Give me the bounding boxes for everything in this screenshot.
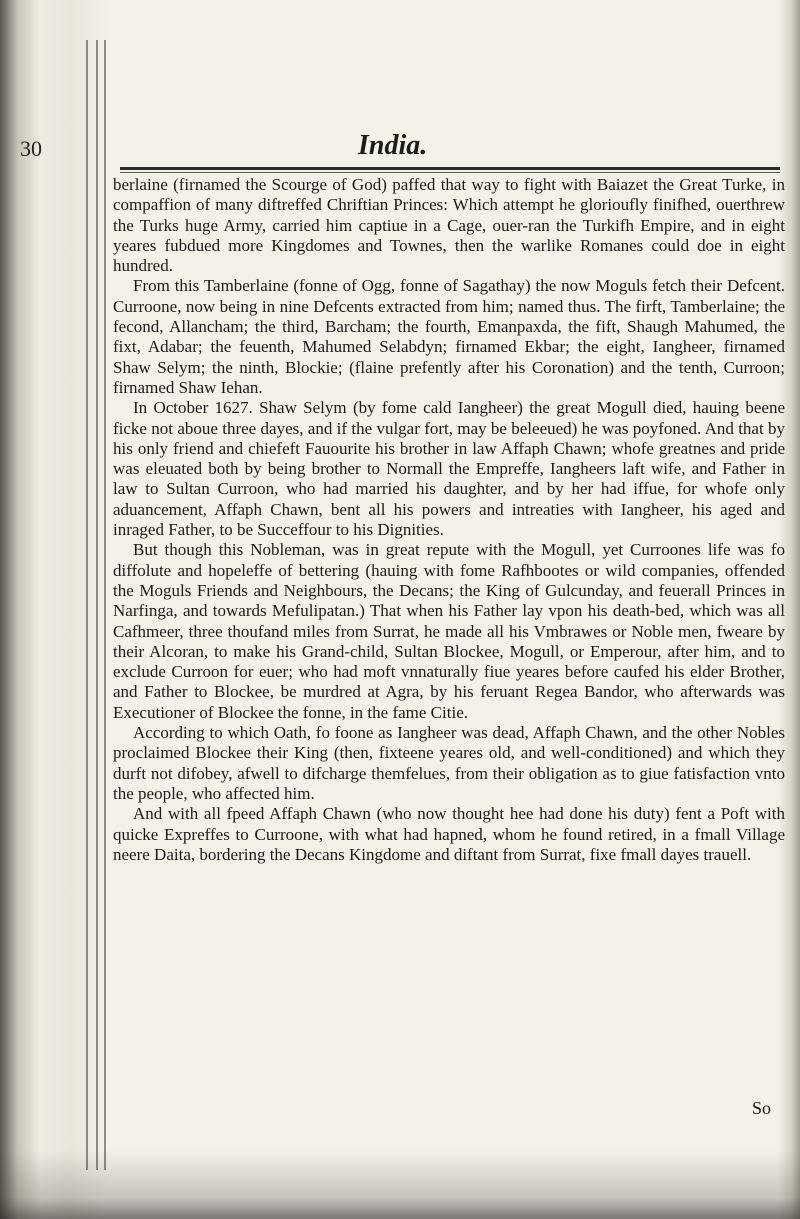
paragraph: And with all fpeed Affaph Chawn (who now thought hee had done his duty) fent a Poft with quicke Expreffes to Curroone, with what had hapned, whom he found retired, in a fmall Village neere Daita, bordering the Decans Kingdome and diftant from Surrat, fixe fmall dayes trauell. — [113, 804, 785, 864]
header-rule-thin — [120, 172, 780, 173]
paragraph: According to which Oath, fo foone as Iangheer was dead, Affaph Chawn, and the other Nobles proclaimed Blockee their King (then, fixteene yeares old, and well-conditioned) and which they durft not difobey, afwell to difcharge themfelues, from their obligation as to giue fatisfaction vnto the people, who affected him. — [113, 723, 785, 803]
paragraph: berlaine (firnamed the Scourge of God) paffed that way to fight with Baiazet the Great Turke, in compaffion of many diftreffed Chriftian Princes: Which attempt he glorioufly finifhed, ouerthrew the Turks huge Army, carried him captiue in a Cage, ouer-ran the Turkifh Empire, and in eight yeares fubdued more Kingdomes and Townes, then the warlike Romanes could doe in eight hundred. — [113, 175, 785, 276]
paragraph: But though this Nobleman, was in great repute with the Mogull, yet Curroones life was fo diffolute and hopeleffe of bettering (hauing with fome Rafhbootes or wild companies, offended the Moguls Friends and Neighbours, the Decans; the King of Gulcunday, and feuerall Princes in Narfinga, and towards Mefulipatan.) That when his Father lay vpon his death-bed, which was all Cafhmeer, three thoufand miles from Surrat, he made all his Vmbrawes or Noble men, fweare by their Alcoran, to make his Grand-child, Sultan Blockee, Mogull, or Emperour, after him, and to exclude Curroon for euer; who had moft vnnaturally fiue yeares before caufed his elder Brother, and Father to Blockee, be murdred at Agra, by his feruant Regea Bandor, who afterwards was Executioner of Blockee the fonne, in the fame Citie. — [113, 540, 785, 722]
running-title: India. — [358, 130, 428, 161]
paragraph: From this Tamberlaine (fonne of Ogg, fonne of Sagathay) the now Moguls fetch their Defcent. Curroone, now being in nine Defcents extracted from him; named thus. The firft, Tamberlaine; the fecond, Allancham; the third, Barcham; the fourth, Emanpaxda, the fift, Shaugh Mahumed, the fixt, Adabar; the feuenth, Mahumed Selabdyn; firnamed Ekbar; the eight, Iangheer, firnamed Shaw Selym; the ninth, Blockie; (flaine prefently after his Coronation) and the tenth, Curroon; firnamed Shaw Iehan. — [113, 276, 785, 397]
page-header — [20, 130, 780, 170]
catchword: So — [752, 1098, 772, 1118]
paragraph: In October 1627. Shaw Selym (by fome cald Iangheer) the great Mogull died, hauing beene ficke not aboue three dayes, and if the vulgar fort, may be beleeued) he was poyfoned. And that by his only friend and chiefeft Fauourite his brother in law Affaph Chawn; whofe greatnes and pride was eleuated both by being brother to Normall the Empreffe, Iangheers laft wife, and Father in law to Sultan Curroon, who had married his daughter, and by her had iffue, for whofe only aduancement, Affaph Chawn, bent all his powers and intreaties with Iangheer, his aged and inraged Father, to be Succeffour to his Dignities. — [113, 398, 785, 540]
gutter-line — [96, 40, 98, 1170]
binding-gutter — [0, 0, 108, 1219]
page-shadow — [0, 1150, 800, 1219]
page-number: 30 — [20, 136, 42, 161]
header-rule — [120, 167, 780, 170]
gutter-line — [104, 40, 106, 1170]
gutter-line — [86, 40, 88, 1170]
body-text — [113, 175, 785, 865]
